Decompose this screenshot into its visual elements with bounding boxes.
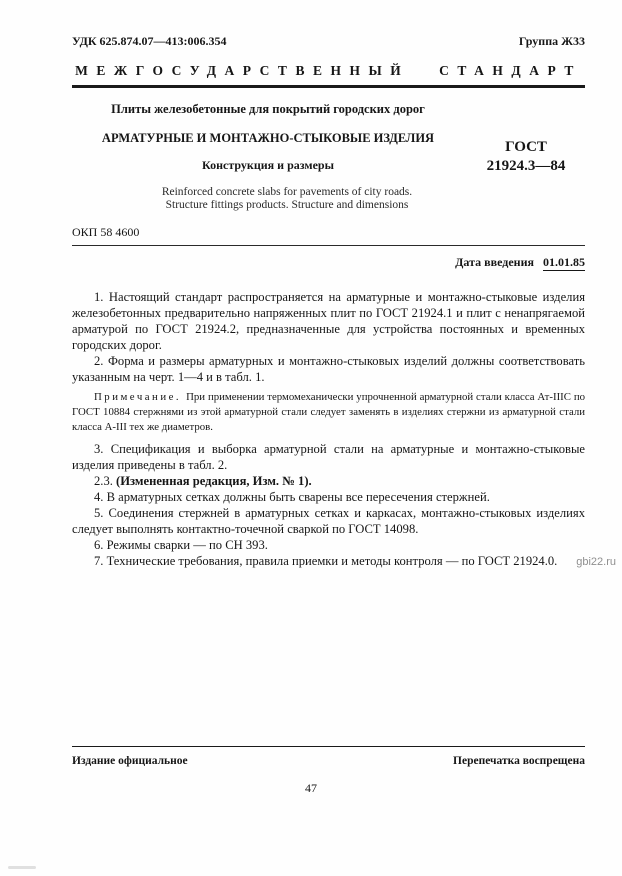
effective-date-value: 01.01.85 (543, 255, 585, 269)
site-watermark: gbi22.ru (576, 556, 616, 568)
paragraph-6: 6. Режимы сварки — по СН 393. (94, 538, 268, 552)
title-block (72, 102, 585, 212)
english-title-line1: Reinforced concrete slabs for pavements of city roads. (161, 186, 413, 198)
header-rule (72, 85, 585, 88)
document-subtitle: Конструкция и размеры (202, 158, 334, 172)
official-edition-label: Издание официальное (72, 755, 188, 767)
paragraph-2-3-amendment: (Измененная редакция, Изм. № 1). (116, 474, 312, 488)
page-content (72, 0, 585, 569)
note-text: При применении термомеханически упрочненной арматурной стали класса Ат-IIIС по ГОСТ 10884 стержнями из этой арматурной стали следует заменять в изделиях стержни из арматурной стали класса А-III тех же диаметров. (72, 391, 585, 433)
note-label: Примечание. (94, 391, 182, 403)
english-title (72, 186, 502, 212)
paragraph-2-3-number: 2.3. (94, 474, 117, 488)
group-code: Группа Ж33 (518, 34, 585, 48)
effective-date-line (72, 255, 585, 270)
page-number: 47 (305, 781, 317, 795)
gost-designation (467, 138, 585, 176)
document-subject: Плиты железобетонные для покрытий городских дорог (111, 102, 425, 116)
paragraph-3: 3. Спецификация и выборка арматурной стали на арматурные и монтажно-стыковые изделия приведены в табл. 2. (72, 442, 585, 472)
note-paragraph (72, 390, 585, 435)
okp-code: ОКП 58 4600 (72, 225, 140, 239)
paragraph-2: 2. Форма и размеры арматурных и монтажно-стыковых изделий должны соответствовать указанным на черт. 1—4 и в табл. 1. (72, 354, 585, 384)
document-title: АРМАТУРНЫЕ И МОНТАЖНО-СТЫКОВЫЕ ИЗДЕЛИЯ (101, 131, 435, 145)
body-text (72, 289, 585, 569)
classification-line (72, 34, 585, 49)
udk-number: УДК 625.874.07—413:006.354 (72, 34, 227, 48)
scan-artifact-smudge (8, 866, 36, 869)
paragraph-2-3 (72, 473, 585, 489)
footer-rule (72, 746, 585, 747)
paragraph-5: 5. Соединения стержней в арматурных сетках и каркасах, монтажно-стыковых изделиях следует выполнять контактно-точечной сваркой по ГОСТ 14098. (72, 506, 585, 536)
footer-line (72, 755, 585, 767)
paragraph-1: 1. Настоящий стандарт распространяется на арматурные и монтажно-стыковые изделия железобетонных предварительно напряженных плит по ГОСТ 21924.1 и плит с ненапрягаемой арматурой по ГОСТ 21924.2, предназначенные для устройства постоянных и временных городских дорог. (72, 290, 585, 352)
standard-type-heading: МЕЖГОСУДАРСТВЕННЫЙ СТАНДАРТ (75, 63, 582, 78)
paragraph-7: 7. Технические требования, правила приемки и методы контроля — по ГОСТ 21924.0. (94, 554, 558, 568)
paragraph-4: 4. В арматурных сетках должны быть сварены все пересечения стержней. (94, 490, 490, 504)
title-column (72, 102, 464, 212)
reprint-prohibited-label: Перепечатка воспрещена (453, 755, 585, 767)
effective-date-label: Дата введения (455, 255, 534, 269)
english-title-line2: Structure fittings products. Structure and dimensions (165, 199, 409, 211)
okp-rule (72, 245, 585, 246)
gost-label: ГОСТ (505, 139, 547, 155)
gost-number: 21924.3—84 (486, 158, 566, 174)
